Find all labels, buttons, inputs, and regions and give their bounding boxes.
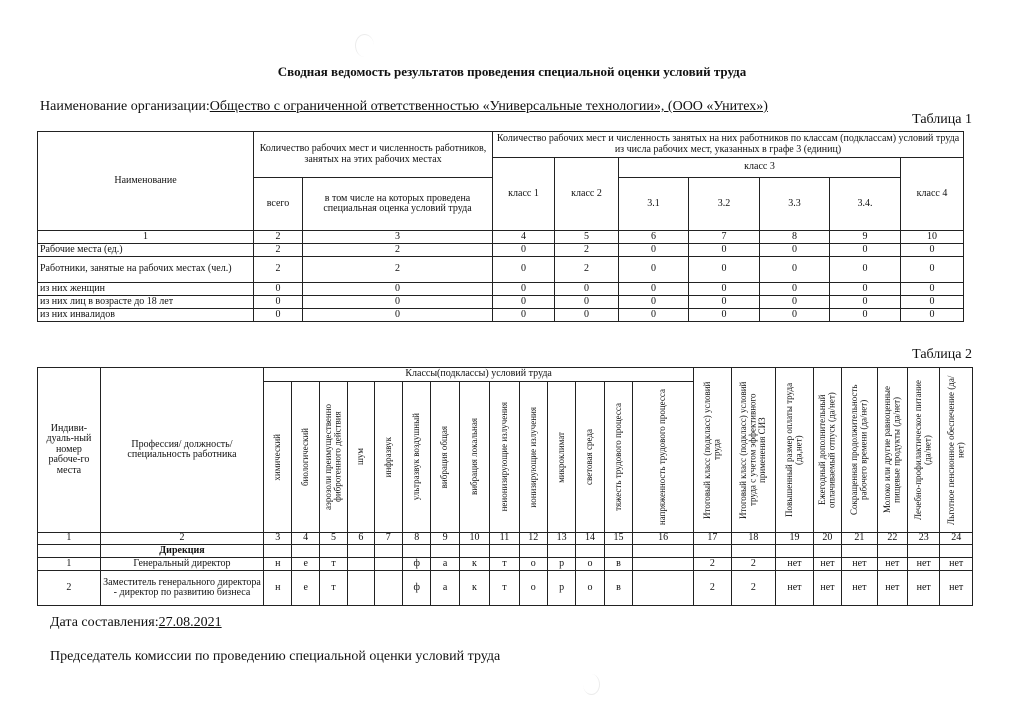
factor-cell: а <box>431 571 459 606</box>
result-cell: нет <box>940 571 973 606</box>
date-label: Дата составления: <box>50 615 159 630</box>
organization-line <box>40 99 768 115</box>
result-cell: нет <box>908 558 940 571</box>
table1-head-sub: 3.3 <box>760 178 830 231</box>
column-number: 11 <box>490 533 519 545</box>
cell-value: 0 <box>760 296 830 309</box>
table2-head-profession: Профессия/ должность/ специальность работника <box>100 368 263 533</box>
column-number: 16 <box>633 533 694 545</box>
table1 <box>37 131 964 322</box>
factor-cell: е <box>292 558 319 571</box>
factor-cell: ф <box>403 571 431 606</box>
factor-cell: т <box>490 571 519 606</box>
column-number: 6 <box>348 533 374 545</box>
factor-cell: ф <box>403 558 431 571</box>
cell-value: 0 <box>619 244 689 257</box>
cell-value: 0 <box>830 283 901 296</box>
factor-cell: о <box>576 558 604 571</box>
cell-value: 0 <box>689 257 760 283</box>
cell-value: 0 <box>303 309 493 322</box>
table1-head-group-a: Количество рабочих мест и численность работников, занятых на этих рабочих местах <box>254 132 493 178</box>
factor-cell: р <box>547 571 575 606</box>
cell-value: 0 <box>901 296 964 309</box>
factor-cell: к <box>459 558 489 571</box>
table2-row <box>38 571 973 606</box>
column-number: 4 <box>493 231 555 244</box>
cell-value: 0 <box>689 296 760 309</box>
table1-head-group-b: Количество рабочих мест и численность занятых на них работников по классам (подклассам) условий труда из числа рабочих мест, указанных в графе 3 (единиц) <box>493 132 964 158</box>
table2-head-factor: вибрация локальная <box>468 418 479 496</box>
cell-value: 0 <box>619 283 689 296</box>
cell-value: 0 <box>619 257 689 283</box>
column-number: 18 <box>731 533 776 545</box>
scan-mark <box>355 34 374 57</box>
table2-head-extra: Итоговый класс (подкласс) условий труда с учетом эффективного применения СИЗ <box>738 381 768 519</box>
column-number: 6 <box>619 231 689 244</box>
cell-value: 0 <box>254 309 303 322</box>
page-title: Сводная ведомость результатов проведения специальной оценки условий труда <box>277 64 747 79</box>
cell-value: 0 <box>555 296 619 309</box>
result-cell: нет <box>776 558 814 571</box>
cell-value: 0 <box>555 309 619 322</box>
cell-value: 0 <box>303 296 493 309</box>
table2-head-extra: Итоговый класс (подкласс) условий труда <box>701 381 722 519</box>
table1-head-assessed: в том числе на которых проведена специальная оценка условий труда <box>303 178 493 231</box>
cell-value: 0 <box>254 283 303 296</box>
column-number: 4 <box>292 533 319 545</box>
cell-value: 2 <box>303 257 493 283</box>
result-cell: нет <box>776 571 814 606</box>
factor-cell <box>348 558 374 571</box>
cell-value: 0 <box>901 244 964 257</box>
date-value: 27.08.2021 <box>158 615 222 630</box>
cell-value: 0 <box>760 257 830 283</box>
result-cell: нет <box>908 571 940 606</box>
cell-value: 0 <box>303 283 493 296</box>
cell-value: 0 <box>493 309 555 322</box>
table1-head-name: Наименование <box>38 132 254 231</box>
factor-cell: н <box>264 558 292 571</box>
cell-value: 0 <box>901 257 964 283</box>
table2-head-extra: Лечебно-профилактическое питание (да/нет) <box>913 380 933 520</box>
factor-cell <box>633 558 694 571</box>
table2-section-row <box>38 545 973 558</box>
table2-head-factor: аэрозоли преимущественно фиброгенного действия <box>323 403 343 511</box>
table2-head-factor: неионизирующие излучения <box>498 402 509 512</box>
cell-value: 2 <box>254 244 303 257</box>
table2-head-factor: микроклимат <box>555 431 566 483</box>
cell-value: 0 <box>901 283 964 296</box>
cell-value: 0 <box>689 309 760 322</box>
column-number: 17 <box>694 533 732 545</box>
cell-value: 0 <box>901 309 964 322</box>
table1-head-sub: 3.2 <box>689 178 760 231</box>
factor-cell: р <box>547 558 575 571</box>
column-number: 2 <box>254 231 303 244</box>
factor-cell: т <box>319 571 347 606</box>
cell-value: 0 <box>619 296 689 309</box>
column-number: 12 <box>519 533 547 545</box>
table2-head-extra: Повышенный размер оплаты труда (да,нет) <box>784 382 804 518</box>
table2-head-classes: Классы(подклассы) условий труда <box>264 368 694 382</box>
organization-label: Наименование организации: <box>40 99 210 114</box>
table1-row <box>38 244 964 257</box>
factor-cell: о <box>519 558 547 571</box>
factor-cell: т <box>319 558 347 571</box>
factor-cell: о <box>576 571 604 606</box>
column-number: 13 <box>547 533 575 545</box>
column-number: 8 <box>760 231 830 244</box>
profession-name: Заместитель генерального директора - директор по развитию бизнеса <box>100 571 263 606</box>
table2-head-factor: ионизирующие излучения <box>527 406 538 508</box>
cell-value: 0 <box>760 309 830 322</box>
column-number: 15 <box>604 533 632 545</box>
cell-value: 0 <box>830 309 901 322</box>
table2-number-row <box>38 533 973 545</box>
cell-value: 0 <box>689 244 760 257</box>
factor-cell <box>374 571 402 606</box>
result-cell: 2 <box>694 571 732 606</box>
column-number: 24 <box>940 533 973 545</box>
factor-cell <box>348 571 374 606</box>
cell-value: 0 <box>493 257 555 283</box>
column-number: 3 <box>303 231 493 244</box>
table2-head-factor: химический <box>272 433 283 481</box>
column-number: 5 <box>555 231 619 244</box>
column-number: 20 <box>813 533 841 545</box>
cell-value: 0 <box>254 296 303 309</box>
cell-value: 2 <box>303 244 493 257</box>
table1-number-row <box>38 231 964 244</box>
row-name: из них женщин <box>38 283 254 296</box>
scan-mark <box>583 674 600 695</box>
workplace-number: 2 <box>38 571 101 606</box>
table2-head-extra: Сокращенная продолжительность рабочего времени (да/нет) <box>848 384 869 516</box>
section-title: Дирекция <box>100 545 263 558</box>
result-cell: нет <box>877 558 907 571</box>
row-name: Работники, занятые на рабочих местах (чел.) <box>38 257 254 283</box>
table2-head-factor: ультразвук воздушный <box>410 413 421 501</box>
cell-value: 0 <box>830 296 901 309</box>
table2-head-extra: Ежегодный дополнительный оплачиваемый отпуск (да/нет) <box>816 392 837 508</box>
table1-head-class3: класс 3 <box>619 158 901 178</box>
cell-value: 0 <box>493 283 555 296</box>
result-cell: нет <box>842 558 877 571</box>
table1-head-class4: класс 4 <box>901 158 964 231</box>
result-cell: 2 <box>694 558 732 571</box>
table2-head-factor: шум <box>355 448 366 466</box>
table2-head-extra: Молоко или другие равноценные пищевые продукты (да/нет) <box>881 386 902 514</box>
profession-name: Генеральный директор <box>100 558 263 571</box>
table1-head-sub: 3.1 <box>619 178 689 231</box>
result-cell: нет <box>813 558 841 571</box>
cell-value: 2 <box>555 244 619 257</box>
result-cell: 2 <box>731 558 776 571</box>
table1-head-class1: класс 1 <box>493 158 555 231</box>
table1-row <box>38 309 964 322</box>
factor-cell: н <box>264 571 292 606</box>
column-number: 9 <box>830 231 901 244</box>
column-number: 14 <box>576 533 604 545</box>
table2-caption: Таблица 2 <box>912 347 972 362</box>
cell-value: 0 <box>760 283 830 296</box>
table1-head-total: всего <box>254 178 303 231</box>
column-number: 5 <box>319 533 347 545</box>
cell-value: 0 <box>689 283 760 296</box>
column-number: 9 <box>431 533 459 545</box>
column-number: 3 <box>264 533 292 545</box>
cell-value: 0 <box>493 244 555 257</box>
table2-row <box>38 558 973 571</box>
workplace-number: 1 <box>38 558 101 571</box>
result-cell: 2 <box>731 571 776 606</box>
row-name: из них инвалидов <box>38 309 254 322</box>
factor-cell: т <box>490 558 519 571</box>
column-number: 10 <box>901 231 964 244</box>
factor-cell: о <box>519 571 547 606</box>
column-number: 10 <box>459 533 489 545</box>
table1-row <box>38 283 964 296</box>
table2-head-factor: инфразвук <box>382 436 393 478</box>
column-number: 1 <box>38 231 254 244</box>
cell-value: 0 <box>760 244 830 257</box>
table1-caption: Таблица 1 <box>912 112 972 127</box>
row-name: Рабочие места (ед.) <box>38 244 254 257</box>
factor-cell: к <box>459 571 489 606</box>
result-cell: нет <box>813 571 841 606</box>
column-number: 7 <box>689 231 760 244</box>
cell-value: 2 <box>555 257 619 283</box>
table2-head-id: Индиви-дуаль-ный номер рабоче-го места <box>38 368 101 533</box>
cell-value: 0 <box>830 257 901 283</box>
table2-head-factor: тяжесть трудового процесса <box>612 403 623 511</box>
table1-head-class2: класс 2 <box>555 158 619 231</box>
organization-name: Общество с ограниченной ответственностью «Универсальные технологии», (ООО «Унитех») <box>209 99 768 114</box>
column-number: 23 <box>908 533 940 545</box>
table1-head-sub: 3.4. <box>830 178 901 231</box>
factor-cell <box>633 571 694 606</box>
date-line <box>50 615 222 631</box>
column-number: 21 <box>842 533 877 545</box>
column-number: 19 <box>776 533 814 545</box>
table2-head-factor: световая среда <box>584 429 595 485</box>
column-number: 1 <box>38 533 101 545</box>
column-number: 2 <box>100 533 263 545</box>
table2 <box>37 367 973 606</box>
column-number: 8 <box>403 533 431 545</box>
table1-row <box>38 296 964 309</box>
column-number: 7 <box>374 533 402 545</box>
factor-cell: в <box>604 558 632 571</box>
cell-value: 0 <box>493 296 555 309</box>
result-cell: нет <box>842 571 877 606</box>
result-cell: нет <box>877 571 907 606</box>
factor-cell: е <box>292 571 319 606</box>
result-cell: нет <box>940 558 973 571</box>
column-number: 22 <box>877 533 907 545</box>
cell-value: 0 <box>555 283 619 296</box>
factor-cell <box>374 558 402 571</box>
cell-value: 0 <box>619 309 689 322</box>
table2-head-factor: биологический <box>299 427 310 487</box>
factor-cell: а <box>431 558 459 571</box>
commission-chair-line: Председатель комиссии по проведению специальной оценки условий труда <box>50 649 501 664</box>
row-name: из них лиц в возрасте до 18 лет <box>38 296 254 309</box>
cell-value: 2 <box>254 257 303 283</box>
factor-cell: в <box>604 571 632 606</box>
table2-head-factor: напряженность трудового процесса <box>657 388 668 526</box>
table2-head-extra: Льготное пенсионное обеспечение (да/нет) <box>945 375 966 525</box>
table2-head-factor: вибрация общая <box>439 425 450 489</box>
table1-row <box>38 257 964 283</box>
cell-value: 0 <box>830 244 901 257</box>
